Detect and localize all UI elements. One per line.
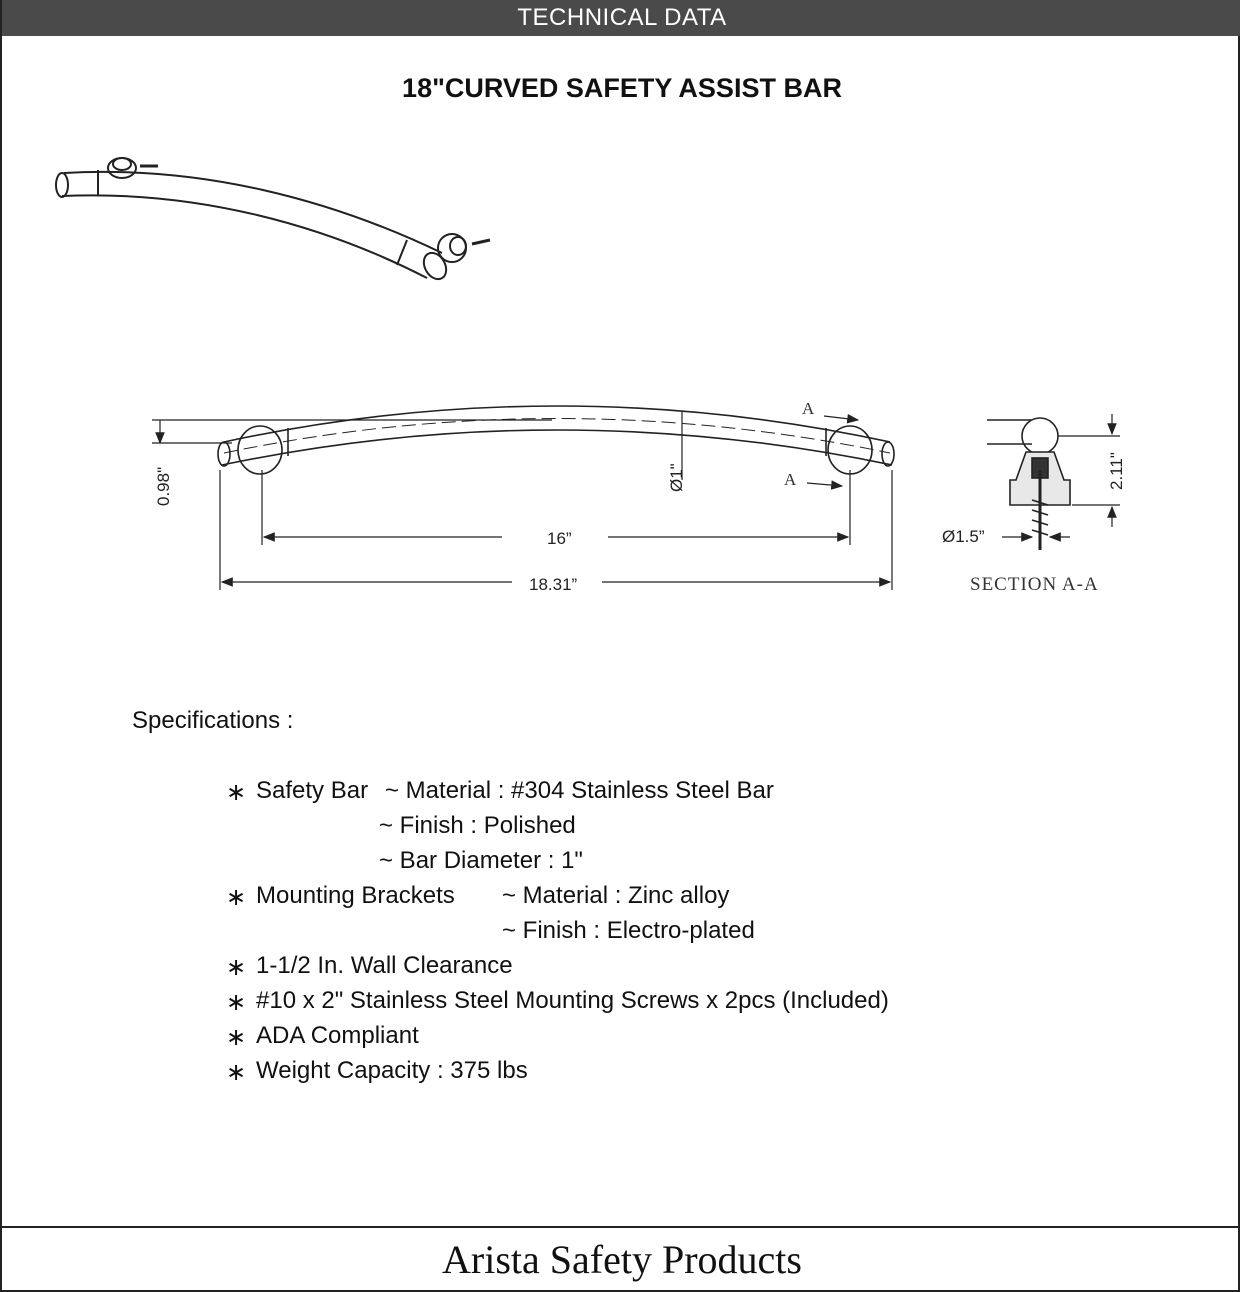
dim-span-label: 16” (547, 529, 572, 548)
specifications-heading: Specifications : (132, 707, 294, 734)
bullet-icon: ∗ (226, 779, 247, 806)
section-marker-bottom: A (784, 470, 797, 489)
spec-safety-bar-material: ~ Material : #304 Stainless Steel Bar (385, 777, 774, 804)
spec-safety-bar-diameter: ~ Bar Diameter : 1" (379, 847, 583, 874)
dim-diameter-label: Ø1" (667, 463, 686, 492)
footer-divider (2, 1226, 1240, 1228)
header-bar: TECHNICAL DATA (2, 0, 1240, 36)
bullet-icon: ∗ (226, 884, 247, 911)
spec-item: ADA Compliant (256, 1022, 419, 1049)
bullet-icon: ∗ (226, 989, 247, 1016)
spec-brackets-label: Mounting Brackets (256, 882, 455, 909)
section-depth-label: 2.11" (1107, 452, 1126, 490)
section-caption: SECTION A-A (970, 574, 1099, 595)
technical-drawing (2, 0, 1240, 660)
spec-item: #10 x 2" Stainless Steel Mounting Screws x 2pcs (Included) (256, 987, 889, 1014)
dim-height-label: 0.98" (154, 466, 173, 506)
perspective-view (56, 158, 490, 283)
product-title: 18"CURVED SAFETY ASSIST BAR (402, 73, 842, 103)
bullet-icon: ∗ (226, 1059, 247, 1086)
footer-brand: Arista Safety Products (442, 1237, 802, 1282)
bullet-icon: ∗ (226, 954, 247, 981)
spec-safety-bar-finish: ~ Finish : Polished (379, 812, 576, 839)
section-marker-top: A (802, 399, 815, 418)
bullet-icon: ∗ (226, 1024, 247, 1051)
section-view (987, 414, 1120, 550)
spec-brackets-material: ~ Material : Zinc alloy (502, 882, 730, 909)
spec-brackets-finish: ~ Finish : Electro-plated (502, 917, 755, 944)
spec-item: 1-1/2 In. Wall Clearance (256, 952, 513, 979)
front-elevation (218, 406, 894, 474)
dim-overall-label: 18.31” (529, 575, 578, 594)
section-flange-label: Ø1.5” (942, 527, 985, 546)
spec-safety-bar-label: Safety Bar (256, 777, 369, 804)
spec-item: Weight Capacity : 375 lbs (256, 1057, 528, 1084)
dimension-lines (152, 412, 892, 590)
